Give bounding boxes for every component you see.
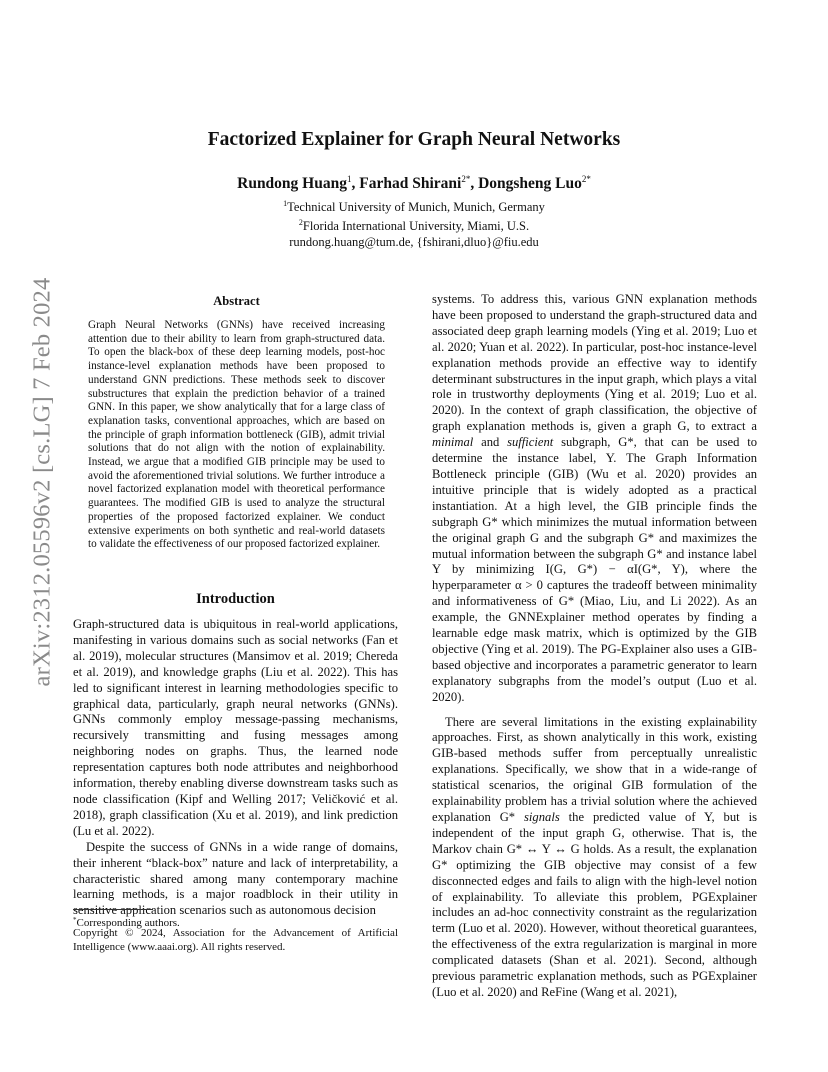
affiliation-line	[0, 196, 828, 215]
section-heading: Introduction	[196, 591, 275, 607]
text-run: the predicted value of Y, but is independent of the input graph G, otherwise. That is, the Markov chain G* ↔ Y ↔ G holds. As a result, the explanation G* optimizing the GIB objective may consist of a few disconnected edges and fails to align with the high-level notion of explainability. To alleviate this problem, PGExplainer includes an ad-hoc connectivity constraint as the regularization term (Luo et al. 2020). However, without theoretical guarantees, the effectiveness of the extra regularization is marginal in more complicated datasets (Shan et al. 2021). Second, although previous parametric explanation methods, such as PGExplainer (Luo et al. 2020) and ReFine (Wang et al. 2021),	[432, 810, 757, 999]
author-name: Dongsheng Luo	[478, 175, 582, 192]
arxiv-identifier	[22, 277, 62, 687]
abstract-heading: Abstract	[213, 294, 260, 308]
arxiv-id-text: arXiv:2312.05596v2 [cs.LG] 7 Feb 2024	[28, 277, 55, 687]
separator: ,	[351, 175, 360, 192]
text-run: systems. To address this, various GNN explanation methods have been proposed to understand the graph-structured data and associated deep graph learning models (Ying et al. 2019; Luo et al. 2020; Yuan et al. 2022). In particular, post-hoc instance-level explanation methods provide an effective way to identify determinant substructures in the input graph, which plays a vital role in trustworthy deployments (Ying et al. 2019; Luo et al. 2020). In the context of graph classification, the objective of graph explanation methods is, given a graph G, to extract a	[432, 292, 757, 434]
emphasis: minimal	[432, 435, 474, 450]
affiliations	[0, 196, 828, 250]
author-name: Farhad Shirani	[359, 175, 462, 192]
paper-title: Factorized Explainer for Graph Neural Networks	[207, 129, 621, 150]
paragraph: Despite the success of GNNs in a wide range of domains, their inherent “black-box” nature and lack of interpretability, a characteristic shared among many contemporary machine learning methods, is a major roadblock in their utility in sensitive application scenarios such as autonomous decision	[73, 839, 398, 918]
affiliation-text: Technical University of Munich, Munich, Germany	[287, 200, 545, 214]
affiliation-text: Florida International University, Miami, U.S.	[302, 219, 530, 233]
footnote-mark: *	[73, 916, 77, 924]
affiliation-line	[0, 215, 828, 234]
affiliation-mark: 2	[298, 218, 303, 227]
footnote-rule	[73, 909, 153, 910]
separator: ,	[470, 175, 479, 192]
emphasis: sufficient	[507, 435, 554, 450]
text-run: subgraph, G*, that can be used to determine the instance label, Y. The Graph Information Bottleneck principle (GIB) (Wu et al. 2020) provides an intuitive principle that is widely adopted as a practical instantiation. At a high level, the GIB principle finds the subgraph G* which minimizes the mutual information between the original graph G and the subgraph G* and maximizes the mutual information between the subgraph G* and instance label Y by minimizing I(G, G*) − αI(G*, Y), where the hyperparameter α > 0 captures the tradeoff between minimality and informativeness of G* (Miao, Liu, and Li 2022). As an example, the GNNExplainer method operates by finding a learnable edge mask matrix, which is optimized by the GIB objective (Ying et al. 2019). The PG-Explainer also uses a GIB-based objective and incorporates a parametric generator to learn explanatory subgraphs from the model’s output (Luo et al. 2020).	[432, 435, 757, 704]
paragraph: Graph-structured data is ubiquitous in real-world applications, manifesting in various domains such as social networks (Fan et al. 2019), molecular structures (Mansimov et al. 2019; Chereda et al. 2019), and knowledge graphs (Liu et al. 2022). This has led to significant interest in learning methodologies specific to graphical data, particularly, graph neural networks (GNNs). GNNs commonly employ message-passing mechanisms, recursively transmitting and fusing messages among neighboring nodes on graphs. Thus, the learned node representation captures both node attributes and neighborhood information, thereby enabling diverse downstream tasks such as node classification (Kipf and Welling 2017; Veličković et al. 2018), graph classification (Xu et al. 2019), and link prediction (Lu et al. 2022).	[73, 617, 398, 838]
text-run: There are several limitations in the existing explainability approaches. First, as shown analytically in this work, existing GIB-based methods suffer from perceptually unrealistic explanations. Specifically, we show that in a wide-range of statistical scenarios, the original GIB formulation of the explainability problem has a trivial solution where the achieved explanation G*	[432, 714, 757, 824]
affiliation-mark: 1	[283, 199, 288, 208]
author-list	[0, 174, 828, 193]
author-name: Rundong Huang	[237, 175, 347, 192]
emphasis: signals	[524, 810, 560, 824]
footnote-text: Corresponding authors.	[76, 917, 180, 929]
paragraph	[432, 715, 757, 1001]
text-run: and	[473, 435, 508, 450]
copyright-notice: Copyright © 2024, Association for the Advancement of Artificial Intelligence (www.aaai.org). All rights reserved.	[73, 927, 398, 953]
affiliation-mark: 1	[346, 174, 352, 184]
affiliation-mark: 2*	[581, 174, 591, 184]
introduction-section	[73, 591, 398, 919]
right-column	[432, 292, 757, 1001]
paragraph	[432, 292, 757, 706]
affiliation-mark: 2*	[461, 174, 471, 184]
abstract-section	[88, 294, 385, 552]
author-emails: rundong.huang@tum.de, {fshirani,dluo}@fiu.edu	[289, 235, 539, 249]
abstract-text: Graph Neural Networks (GNNs) have received increasing attention due to their ability to learn from graph-structured data. To open the black-box of these deep learning models, post-hoc instance-level explanation methods have been proposed to understand GNN predictions. These methods seek to discover substructures that explain the prediction behavior of a trained GNN. In this paper, we show analytically that for a large class of explanation tasks, conventional approaches, which are based on the principle of graph information bottleneck (GIB), admit trivial solutions that do not align with the notion of explainability. Instead, we argue that a modified GIB principle may be used to avoid the aforementioned trivial solutions. We further introduce a novel factorized explanation model with theoretical performance guarantees. The modified GIB is used to analyze the structural properties of the proposed factorized explainer. We conduct extensive experiments on both synthetic and real-world datasets to validate the effectiveness of our proposed factorized explainer.	[88, 319, 385, 551]
